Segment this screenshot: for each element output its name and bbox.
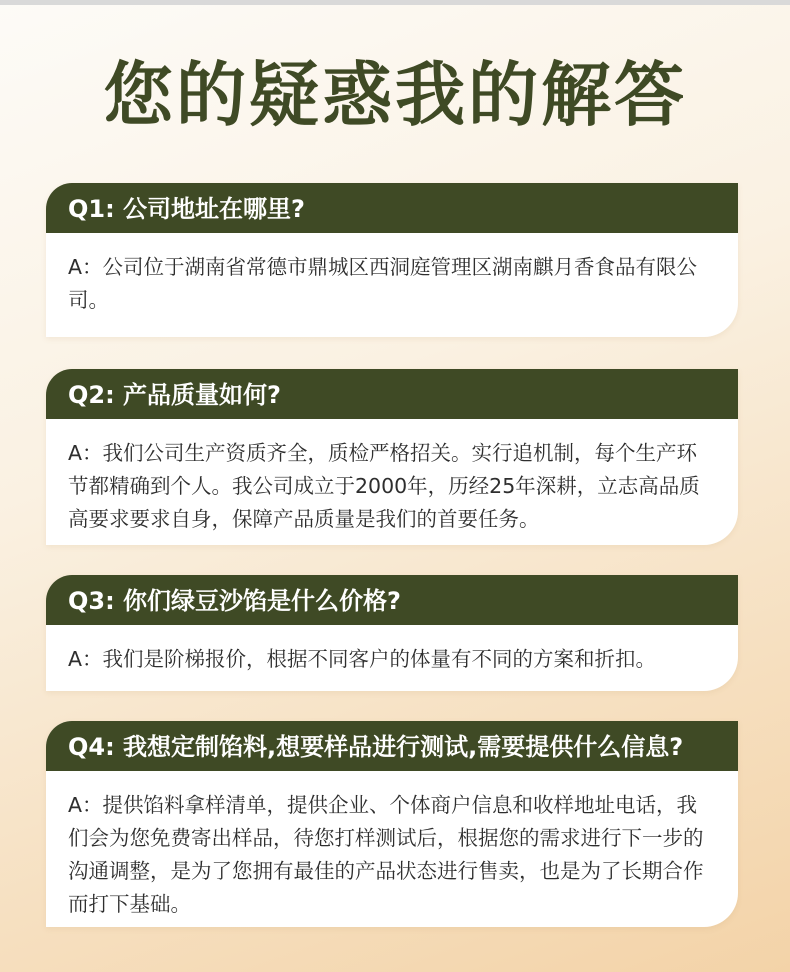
- faq-answer: A：我们是阶梯报价，根据不同客户的体量有不同的方案和折扣。: [68, 647, 657, 671]
- faq-item-1: [46, 183, 738, 337]
- faq-item-3: [46, 575, 738, 691]
- faq-item-4: [46, 721, 738, 927]
- faq-item-2: [46, 369, 738, 545]
- faq-question: Q1: 公司地址在哪里?: [46, 183, 738, 233]
- top-divider: [0, 0, 790, 5]
- faq-question: Q2: 产品质量如何?: [46, 369, 738, 419]
- faq-question: Q3: 你们绿豆沙馅是什么价格?: [46, 575, 738, 625]
- faq-question: Q4: 我想定制馅料,想要样品进行测试,需要提供什么信息?: [46, 721, 738, 771]
- page-title: 您的疑惑我的解答: [103, 54, 687, 136]
- faq-answer: A：我们公司生产资质齐全，质检严格招关。实行追机制，每个生产环节都精确到个人。我公司成立于2000年，历经25年深耕，立志高品质高要求要求自身，保障产品质量是我们的首要任务。: [68, 441, 700, 531]
- faq-answer: A：公司位于湖南省常德市鼎城区西洞庭管理区湖南麒月香食品有限公司。: [68, 255, 698, 312]
- faq-answer: A：提供馅料拿样清单，提供企业、个体商户信息和收样地址电话，我们会为您免费寄出样品，待您打样测试后，根据您的需求进行下一步的沟通调整，是为了您拥有最佳的产品状态进行售卖，也是为了长期合作而打下基础。: [68, 793, 704, 916]
